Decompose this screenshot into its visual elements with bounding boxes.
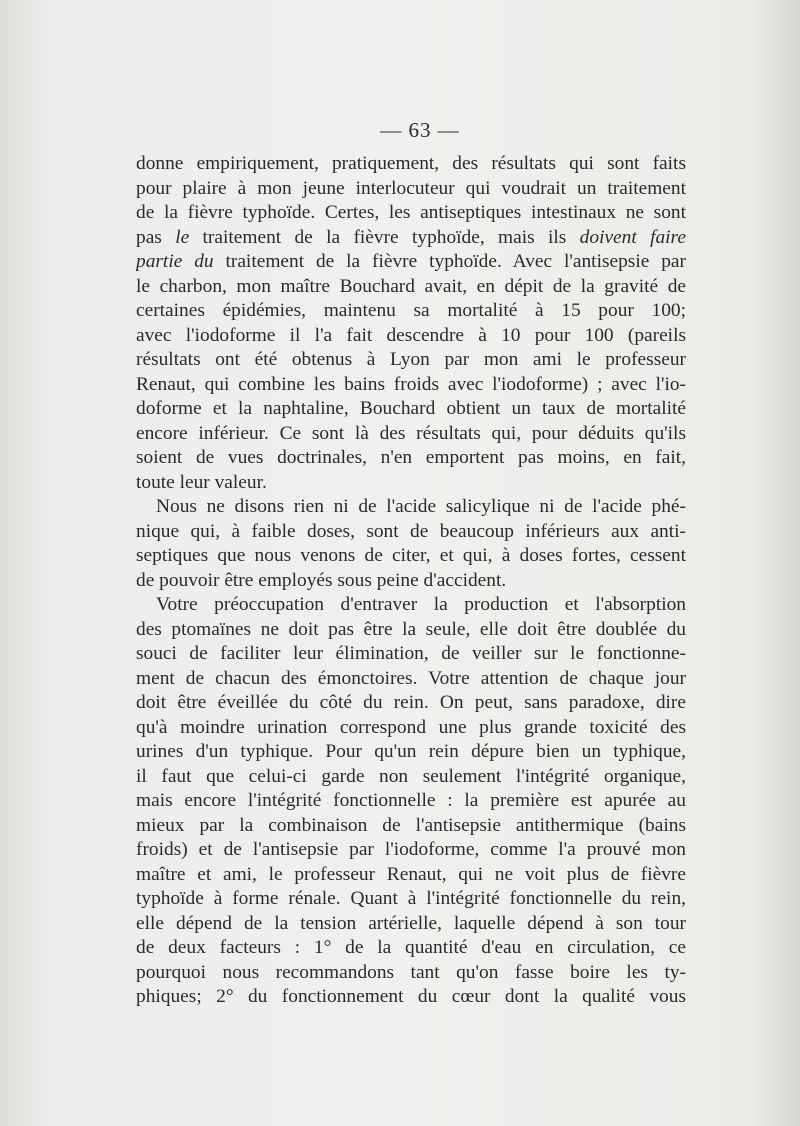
text-line-mixed (136, 250, 686, 275)
text-line: résultats ont été obtenus à Lyon par mon ami le professeur (136, 349, 686, 370)
text-line: froids) et de l'antisepsie par l'iodoforme, comme l'a prouvé mon (136, 839, 686, 860)
text-line: soient de vues doctrinales, n'en emportent pas moins, en fait, (136, 447, 686, 468)
text-line: urines d'un typhique. Pour qu'un rein dépure bien un typhique, (136, 741, 686, 762)
text-line: de la fièvre typhoïde. Certes, les antiseptiques intestinaux ne sont (136, 202, 686, 223)
italic-run: partie du (136, 251, 214, 272)
text-line: maître et ami, le professeur Renaut, qui ne voit plus de fièvre (136, 863, 686, 885)
text-line: Votre préoccupation d'entraver la production et l'absorption (156, 594, 686, 615)
text-line: doit être éveillée du côté du rein. On peut, sans paradoxe, dire (136, 692, 686, 713)
text-line: souci de faciliter leur élimination, de veiller sur le fonctionne- (136, 643, 686, 664)
text-line: de pouvoir être employés sous peine d'accident. (136, 569, 507, 591)
text-line: des ptomaïnes ne doit pas être la seule, elle doit être doublée du (136, 618, 686, 640)
text-line: nique qui, à faible doses, sont de beaucoup inférieurs aux anti- (136, 520, 686, 542)
text-line: toute leur valeur. (136, 471, 267, 493)
text-line: certaines épidémies, maintenu sa mortalité à 15 pour 100; (136, 300, 686, 321)
italic-run: le (175, 226, 190, 248)
page-number: — 63 — (380, 118, 460, 142)
text-line: le charbon, mon maître Bouchard avait, en dépit de la gravité de (136, 275, 686, 297)
text-line: Renaut, qui combine les bains froids avec l'iodoforme) ; avec l'io- (136, 373, 686, 395)
text-line: de deux facteurs : 1° de la quantité d'eau en circulation, ce (136, 937, 686, 958)
text-run: traitement de la fièvre typhoïde. Avec l'antisepsie par (225, 251, 686, 272)
text-run: pas (136, 226, 162, 248)
text-line: qu'à moindre urination correspond une plus grande toxicité des (136, 716, 686, 738)
text-run: traitement de la fièvre typhoïde, mais ils (202, 226, 567, 248)
text-line: donne empiriquement, pratiquement, des résultats qui sont faits (136, 153, 686, 174)
text-line-mixed (136, 226, 686, 251)
text-line: pour plaire à mon jeune interlocuteur qui voudrait un traitement (136, 177, 686, 199)
text-line: encore inférieur. Ce sont là des résultats qui, pour déduits qu'ils (136, 422, 686, 444)
text-line: pourquoi nous recommandons tant qu'on fasse boire les ty- (136, 961, 686, 983)
text-line: typhoïde à forme rénale. Quant à l'intégrité fonctionnelle du rein, (136, 888, 686, 909)
text-line: mais encore l'intégrité fonctionnelle : la première est apurée au (136, 790, 686, 811)
text-line: mieux par la combinaison de l'antisepsie antithermique (bains (136, 814, 686, 836)
text-line: avec l'iodoforme il l'a fait descendre à 10 pour 100 (pareils (136, 324, 686, 346)
text-line: doforme et la naphtaline, Bouchard obtient un taux de mortalité (136, 398, 686, 419)
text-line: elle dépend de la tension artérielle, laquelle dépend à son tour (136, 912, 686, 934)
text-line: il faut que celui-ci garde non seulement l'intégrité organique, (136, 765, 686, 787)
text-line: ment de chacun des émonctoires. Votre attention de chaque jour (136, 667, 686, 689)
italic-run: doivent faire (579, 226, 686, 248)
text-line: Nous ne disons rien ni de l'acide salicylique ni de l'acide phé- (156, 496, 686, 517)
text-line: septiques que nous venons de citer, et qui, à doses fortes, cessent (136, 545, 686, 566)
body-text (136, 152, 686, 1010)
text-line: phiques; 2° du fonctionnement du cœur dont la qualité vous (136, 986, 686, 1007)
